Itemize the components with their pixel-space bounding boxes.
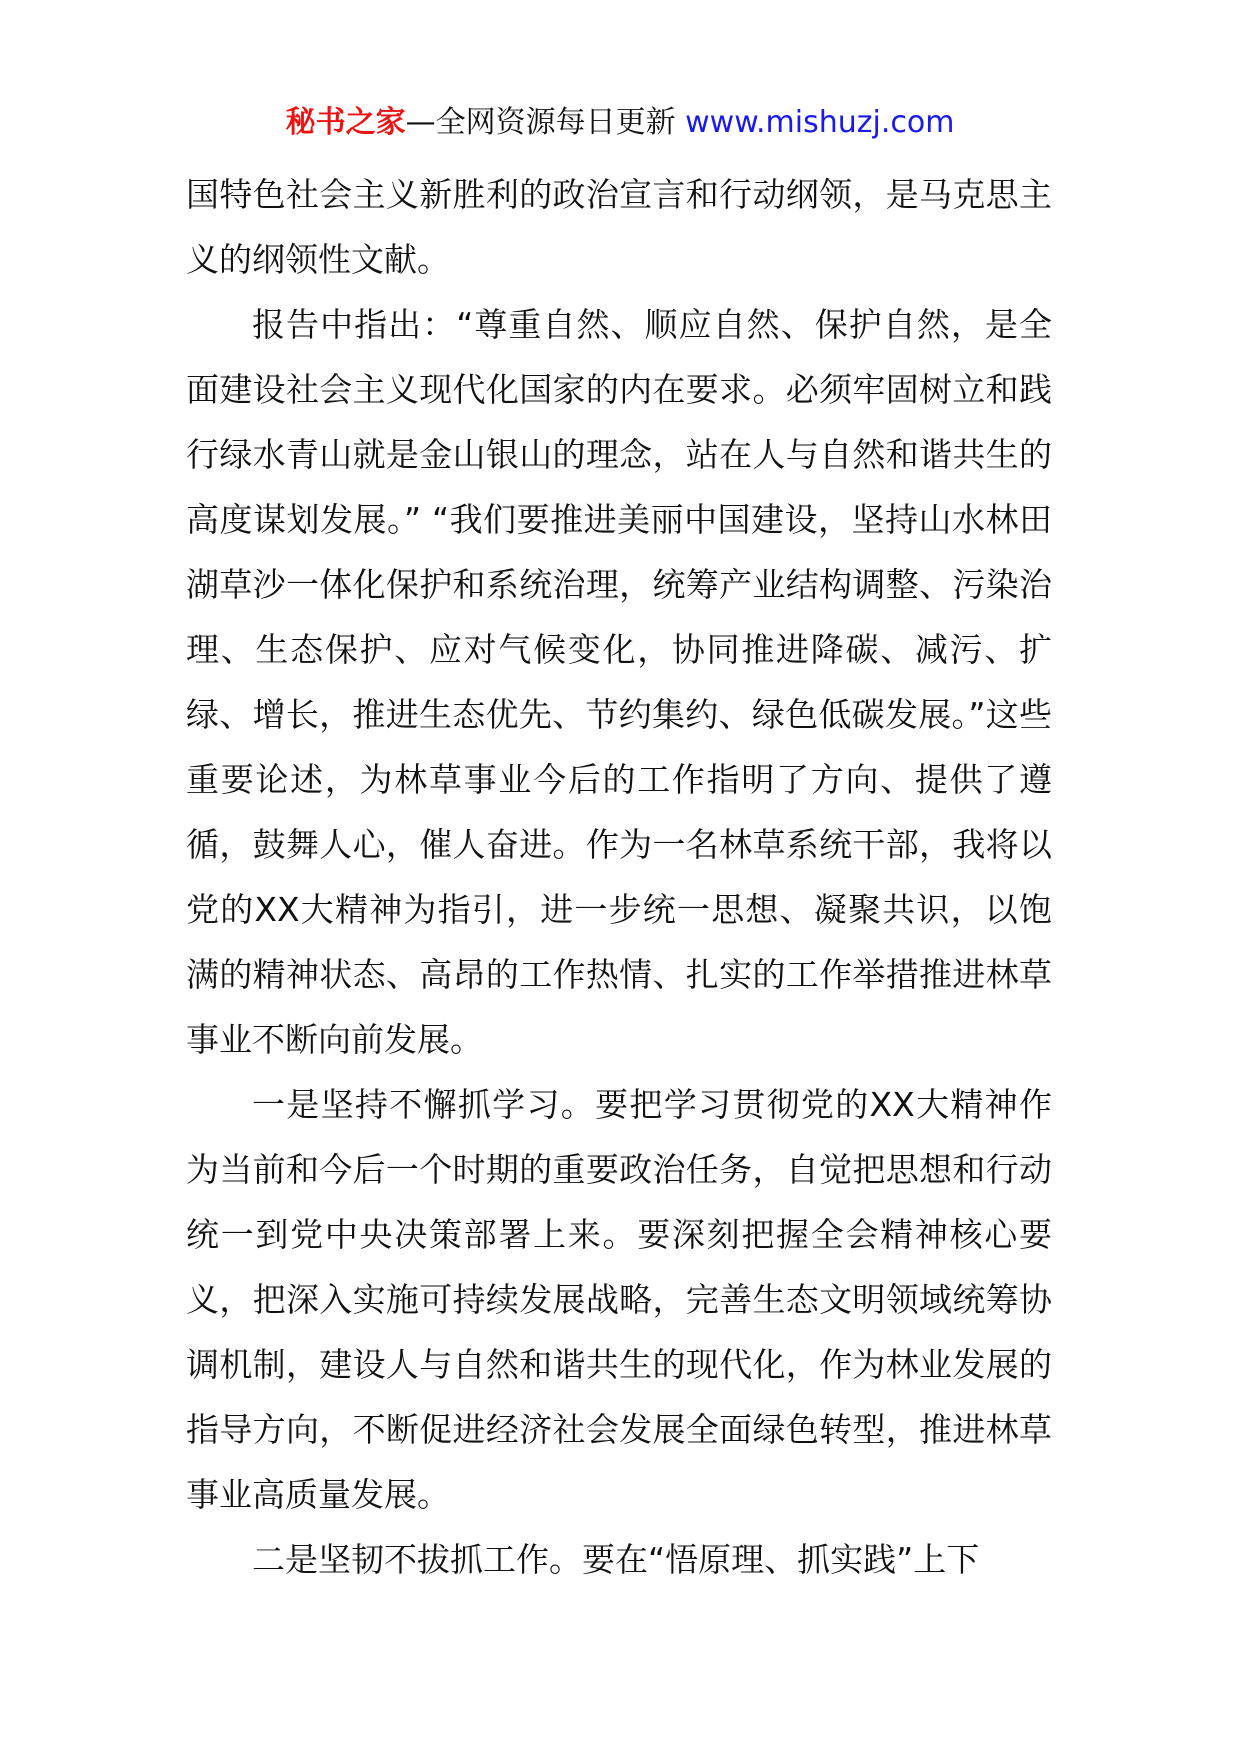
page-header [0,100,1240,146]
paragraph-continuation: 国特色社会主义新胜利的政治宣言和行动纲领，是马克思主义的纲领性文献。 [186,175,1052,279]
paragraph-point-two: 二是坚韧不拔抓工作。要在“悟原理、抓实践”上下 [252,1540,980,1579]
brand-name: 秘书之家 [285,105,406,140]
paragraph-report-quote: 报告中指出：“尊重自然、顺应自然、保护自然，是全面建设社会主义现代化国家的内在要求。必须牢固树立和践行绿水青山就是金山银山的理念，站在人与自然和谐共生的高度谋划发展。” “我们要推进美丽中国建设，坚持山水林田湖草沙一体化保护和系统治理，统筹产业结构调整、污染治理、生态保护、应对气候变化，协同推进降碳、减污、扩绿、增长，推进生态优先、节约集约、绿色低碳发展。”这些重要论述，为林草事业今后的工作指明了方向、提供了遵循，鼓舞人心，催人奋进。作为一名林草系统干部，我将以党的XX大精神为指引，进一步统一思想、凝聚共识，以饱满的精神状态、高昂的工作热情、扎实的工作举措推进林草事业不断向前发展。 [186,305,1052,1059]
header-tagline: —全网资源每日更新 [405,105,686,140]
document-body [186,162,1052,1592]
website-link[interactable]: www.mishuzj.com [685,105,955,140]
paragraph-point-one: 一是坚持不懈抓学习。要把学习贯彻党的XX大精神作为当前和今后一个时期的重要政治任务，自觉把思想和行动统一到党中央决策部署上来。要深刻把握全会精神核心要义，把深入实施可持续发展战略，完善生态文明领域统筹协调机制，建设人与自然和谐共生的现代化，作为林业发展的指导方向，不断促进经济社会发展全面绿色转型，推进林草事业高质量发展。 [186,1085,1052,1514]
